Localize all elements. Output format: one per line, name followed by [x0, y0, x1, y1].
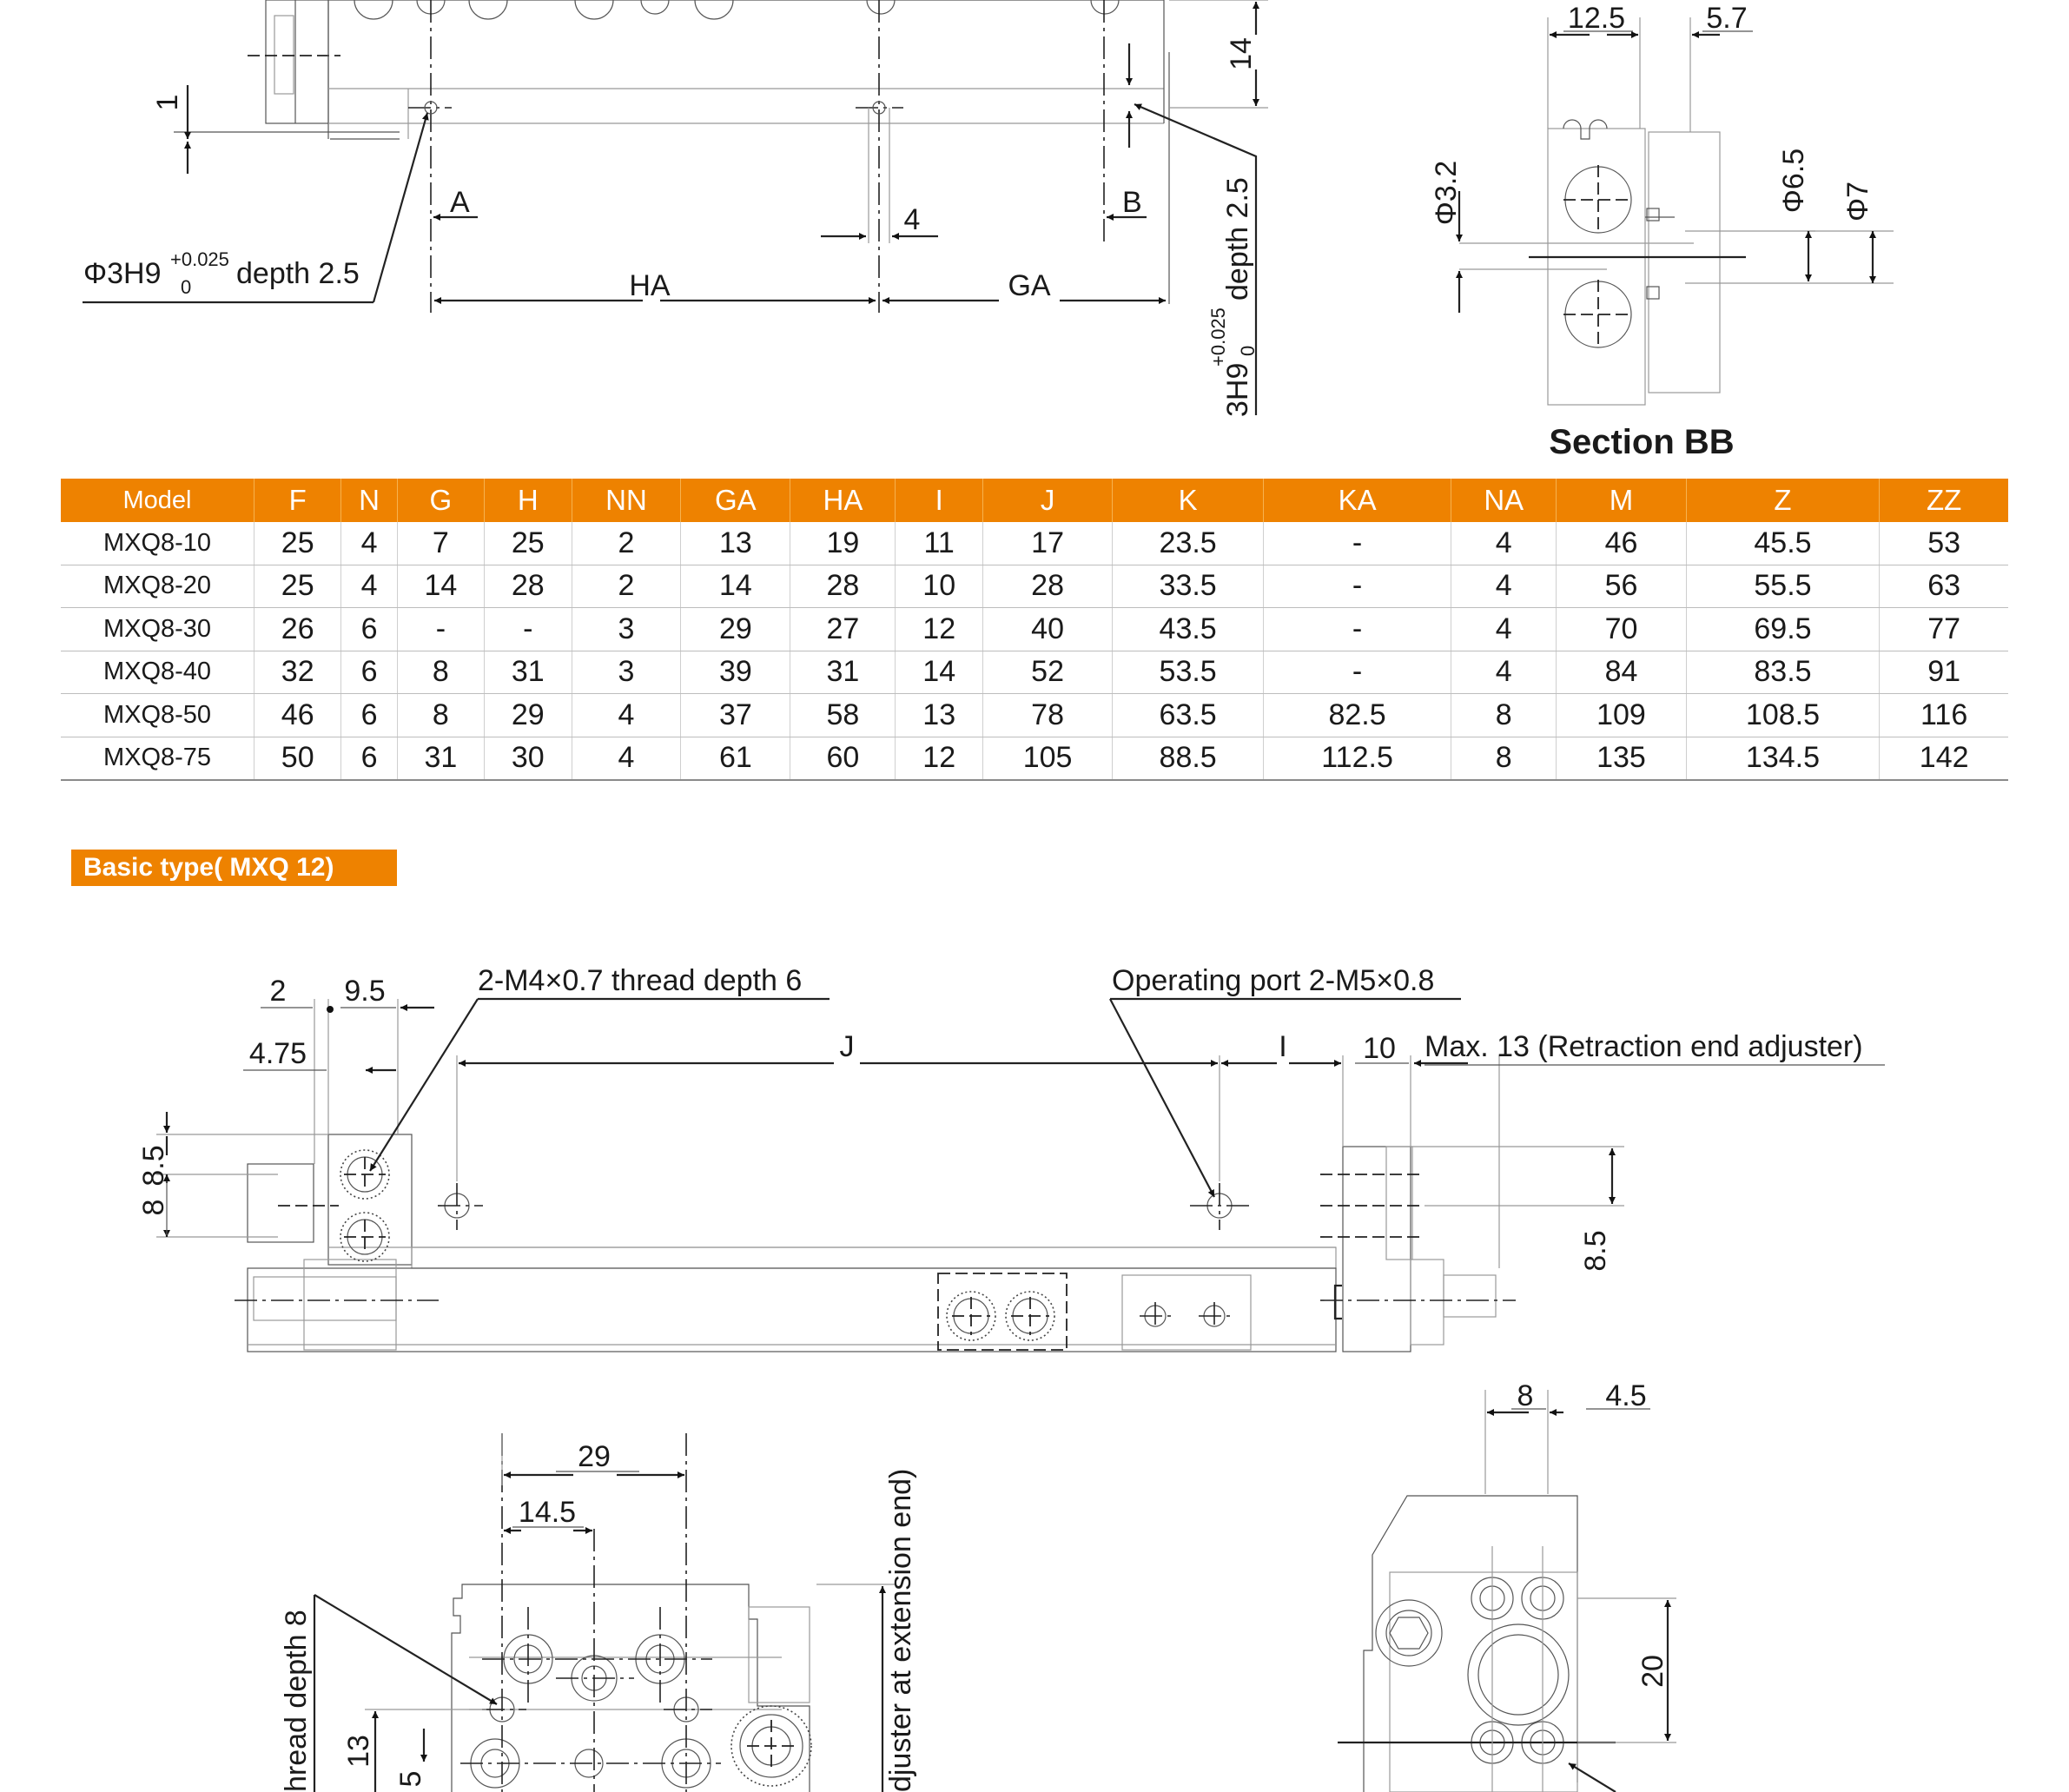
value-cell: 23.5: [1113, 522, 1264, 565]
value-cell: 109: [1557, 694, 1686, 737]
table-header-cell: GA: [681, 479, 790, 522]
dim-J: J: [839, 1030, 855, 1063]
dim-I: I: [1279, 1030, 1287, 1063]
adjuster-extension-label: djuster at extension end): [884, 1468, 917, 1792]
value-cell: 14: [896, 651, 982, 694]
table-row: [61, 565, 2008, 608]
value-cell: 25: [485, 522, 572, 565]
table-header-cell: M: [1557, 479, 1686, 522]
dim-A: A: [450, 186, 470, 219]
value-cell: 134.5: [1686, 737, 1880, 780]
value-cell: -: [397, 608, 484, 651]
value-cell: 91: [1880, 651, 2008, 694]
value-cell: 8: [397, 694, 484, 737]
dim-8-5-right: 8.5: [1579, 1230, 1612, 1272]
value-cell: 32: [254, 651, 341, 694]
dim-5-7: 5.7: [1706, 2, 1748, 35]
dim-8: 8: [1517, 1379, 1534, 1412]
table-header-cell: ZZ: [1880, 479, 2008, 522]
dim-10: 10: [1363, 1032, 1396, 1065]
value-cell: 55.5: [1686, 565, 1880, 608]
model-cell: MXQ8-40: [61, 651, 254, 694]
value-cell: 108.5: [1686, 694, 1880, 737]
value-cell: 14: [397, 565, 484, 608]
dim-29: 29: [578, 1440, 611, 1473]
value-cell: 58: [790, 694, 896, 737]
value-cell: 4: [1451, 522, 1557, 565]
value-cell: 45.5: [1686, 522, 1880, 565]
dimension-table: [61, 479, 2008, 781]
value-cell: 30: [485, 737, 572, 780]
dim-20: 20: [1636, 1655, 1669, 1688]
value-cell: 69.5: [1686, 608, 1880, 651]
table-header-cell: HA: [790, 479, 896, 522]
value-cell: 116: [1880, 694, 2008, 737]
table-header-cell: I: [896, 479, 982, 522]
value-cell: 31: [485, 651, 572, 694]
dim-8-left: 8: [137, 1199, 170, 1216]
value-cell: 88.5: [1113, 737, 1264, 780]
tol-lower-left: 0: [181, 276, 192, 298]
value-cell: 2: [572, 565, 681, 608]
tol-upper-right: +0.025: [1207, 307, 1229, 367]
table-header-cell: Model: [61, 479, 254, 522]
bottom-right-end-view: [1338, 1379, 1676, 1792]
model-cell: MXQ8-20: [61, 565, 254, 608]
value-cell: 7: [397, 522, 484, 565]
value-cell: 3: [572, 651, 681, 694]
table-header-cell: H: [485, 479, 572, 522]
dim-4-5: 4.5: [1605, 1379, 1647, 1412]
value-cell: 4: [572, 694, 681, 737]
value-cell: 135: [1557, 737, 1686, 780]
value-cell: 37: [681, 694, 790, 737]
value-cell: 70: [1557, 608, 1686, 651]
dim-13: 13: [342, 1735, 375, 1768]
value-cell: 12: [896, 608, 982, 651]
value-cell: 31: [790, 651, 896, 694]
value-cell: 19: [790, 522, 896, 565]
value-cell: 26: [254, 608, 341, 651]
value-cell: 27: [790, 608, 896, 651]
value-cell: 2: [572, 522, 681, 565]
model-cell: MXQ8-50: [61, 694, 254, 737]
value-cell: -: [1264, 651, 1451, 694]
table-header-cell: J: [982, 479, 1112, 522]
value-cell: 142: [1880, 737, 2008, 780]
value-cell: 56: [1557, 565, 1686, 608]
dim-phi7: Φ7: [1841, 181, 1874, 222]
section-bb-title: Section BB: [1549, 423, 1735, 461]
value-cell: 6: [341, 608, 397, 651]
dim-5: 5: [394, 1770, 427, 1788]
value-cell: 8: [1451, 737, 1557, 780]
table-body: [61, 522, 2008, 780]
value-cell: 53.5: [1113, 651, 1264, 694]
value-cell: 61: [681, 737, 790, 780]
dim-GA: GA: [1008, 269, 1051, 302]
value-cell: 43.5: [1113, 608, 1264, 651]
table-row: [61, 651, 2008, 694]
value-cell: 52: [982, 651, 1112, 694]
value-cell: 28: [982, 565, 1112, 608]
value-cell: 17: [982, 522, 1112, 565]
adjuster-label: Max. 13 (Retraction end adjuster): [1425, 1030, 1863, 1063]
tol-lower-right: 0: [1237, 345, 1259, 356]
value-cell: 11: [896, 522, 982, 565]
dim-14: 14: [1225, 37, 1258, 70]
mxq12-side-view: [137, 964, 1885, 1352]
hole-right-prefix: 3H9: [1221, 362, 1254, 417]
table-row: [61, 694, 2008, 737]
value-cell: 8: [1451, 694, 1557, 737]
table-header-cell: NA: [1451, 479, 1557, 522]
value-cell: 82.5: [1264, 694, 1451, 737]
value-cell: 4: [1451, 651, 1557, 694]
value-cell: 31: [397, 737, 484, 780]
value-cell: 83.5: [1686, 651, 1880, 694]
table-header-cell: G: [397, 479, 484, 522]
value-cell: 4: [1451, 565, 1557, 608]
value-cell: 33.5: [1113, 565, 1264, 608]
value-cell: 4: [341, 565, 397, 608]
dim-8-5-left: 8.5: [137, 1145, 170, 1187]
value-cell: 53: [1880, 522, 2008, 565]
value-cell: 50: [254, 737, 341, 780]
table-header-cell: KA: [1264, 479, 1451, 522]
value-cell: -: [1264, 608, 1451, 651]
hole-left-label: Φ3H9: [83, 257, 162, 290]
bottom-left-end-view: [280, 1433, 917, 1792]
dim-HA: HA: [629, 269, 671, 302]
depth-right: depth 2.5: [1221, 177, 1254, 301]
value-cell: -: [1264, 565, 1451, 608]
table-header-cell: N: [341, 479, 397, 522]
dim-14-5: 14.5: [518, 1496, 577, 1529]
value-cell: 8: [397, 651, 484, 694]
table-row: [61, 737, 2008, 780]
depth-left: depth 2.5: [236, 257, 360, 290]
value-cell: 25: [254, 565, 341, 608]
section-heading: Basic type( MXQ 12): [71, 850, 397, 886]
value-cell: 105: [982, 737, 1112, 780]
value-cell: -: [1264, 522, 1451, 565]
port-label: Operating port 2-M5×0.8: [1112, 964, 1435, 997]
value-cell: 25: [254, 522, 341, 565]
table-header-cell: K: [1113, 479, 1264, 522]
dim-1: 1: [151, 94, 184, 111]
value-cell: 3: [572, 608, 681, 651]
model-cell: MXQ8-30: [61, 608, 254, 651]
value-cell: 46: [254, 694, 341, 737]
value-cell: 13: [681, 522, 790, 565]
dim-B: B: [1122, 186, 1142, 219]
value-cell: 13: [896, 694, 982, 737]
section-bb-view: [1430, 2, 1894, 461]
model-cell: MXQ8-10: [61, 522, 254, 565]
value-cell: 29: [485, 694, 572, 737]
thread-label: 2-M4×0.7 thread depth 6: [478, 964, 803, 997]
value-cell: 6: [341, 651, 397, 694]
table-header-cell: NN: [572, 479, 681, 522]
value-cell: 40: [982, 608, 1112, 651]
value-cell: 10: [896, 565, 982, 608]
value-cell: 39: [681, 651, 790, 694]
thread-depth-8-label: hread depth 8: [280, 1610, 313, 1792]
value-cell: 63.5: [1113, 694, 1264, 737]
dim-2: 2: [269, 975, 287, 1008]
dim-phi3-2: Φ3.2: [1430, 160, 1463, 226]
table-header-row: [61, 479, 2008, 522]
dim-12-5: 12.5: [1567, 2, 1626, 35]
table-header-cell: F: [254, 479, 341, 522]
value-cell: 60: [790, 737, 896, 780]
value-cell: 77: [1880, 608, 2008, 651]
value-cell: 4: [1451, 608, 1557, 651]
value-cell: 112.5: [1264, 737, 1451, 780]
tol-upper-left: +0.025: [170, 248, 229, 270]
value-cell: 4: [341, 522, 397, 565]
value-cell: 28: [485, 565, 572, 608]
dim-phi6-5: Φ6.5: [1777, 148, 1810, 214]
value-cell: 4: [572, 737, 681, 780]
value-cell: 6: [341, 694, 397, 737]
table-row: [61, 608, 2008, 651]
dim-4-75: 4.75: [248, 1037, 307, 1070]
value-cell: 63: [1880, 565, 2008, 608]
top-side-view: [83, 0, 1268, 417]
value-cell: 28: [790, 565, 896, 608]
dim-9-5: 9.5: [344, 975, 386, 1008]
table-row: [61, 522, 2008, 565]
value-cell: 78: [982, 694, 1112, 737]
value-cell: 46: [1557, 522, 1686, 565]
value-cell: 14: [681, 565, 790, 608]
model-cell: MXQ8-75: [61, 737, 254, 780]
value-cell: 29: [681, 608, 790, 651]
value-cell: 6: [341, 737, 397, 780]
value-cell: -: [485, 608, 572, 651]
dim-4: 4: [903, 203, 921, 236]
table-header-cell: Z: [1686, 479, 1880, 522]
value-cell: 84: [1557, 651, 1686, 694]
value-cell: 12: [896, 737, 982, 780]
